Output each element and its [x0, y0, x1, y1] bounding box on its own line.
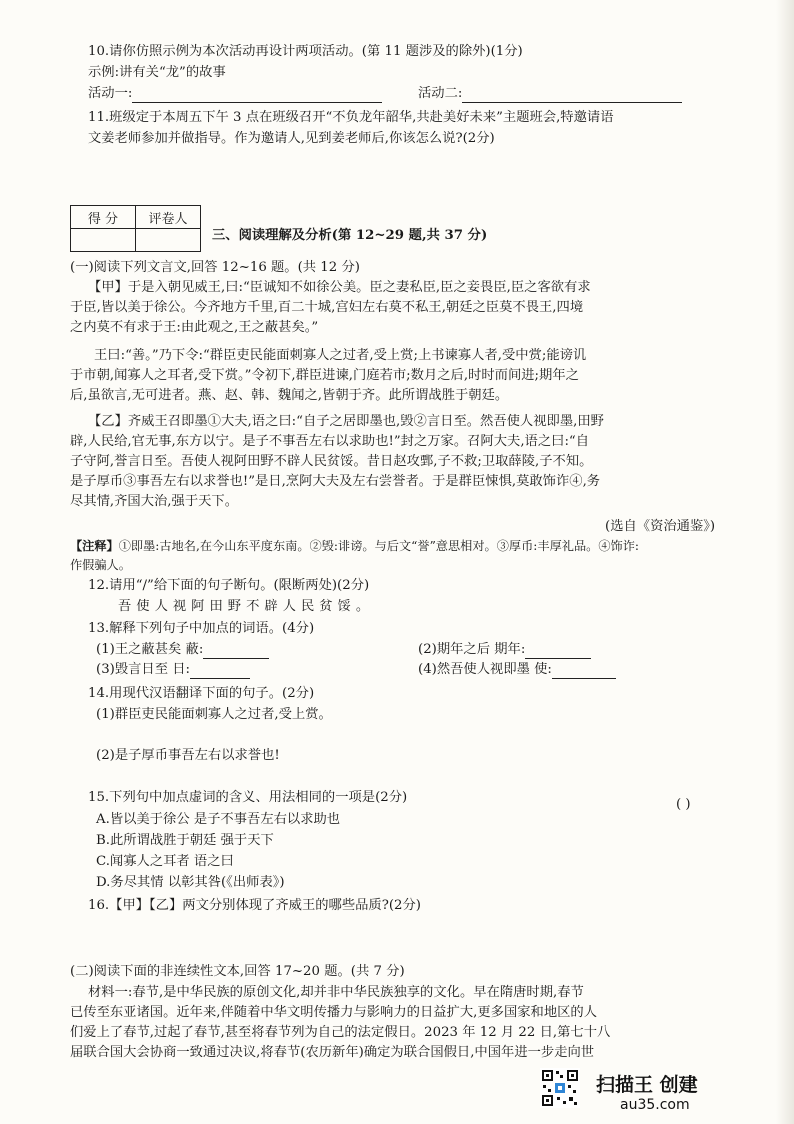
yi-line: 【乙】齐威王召即墨①大夫,语之曰:“自子之居即墨也,毁②言日至。然吾使人视即墨,田野 [88, 414, 604, 429]
q12-stem: 12.请用“/”给下面的句子断句。(限断两处)(2分) [88, 578, 370, 593]
q14-item-2: (2)是子厚币事吾左右以求誉也! [96, 748, 280, 763]
qr-code-icon [540, 1068, 580, 1108]
annotation-line-2: 作假骗人。 [70, 558, 131, 572]
jia-line: 后,虽欲言,无可进者。燕、赵、韩、魏闻之,皆朝于齐。此所谓战胜于朝廷。 [70, 388, 509, 403]
q13-blank-3[interactable] [190, 664, 250, 679]
score-cell[interactable] [71, 229, 136, 252]
q13-item-4: (4)然吾使人视即墨 使: [418, 660, 616, 679]
q15-option-c[interactable]: C.闻寡人之耳者 语之曰 [96, 854, 234, 869]
yi-line: 尽其情,齐国大治,强于天下。 [70, 494, 239, 509]
scanner-url: au35.com [620, 1097, 690, 1113]
q14-item-1: (1)群臣吏民能面刺寡人之过者,受上赏。 [96, 707, 332, 722]
q11-stem-line-1: 11.班级定于本周五下午 3 点在班级召开“不负龙年韶华,共赴美好未来”主题班会,特邀请语 [88, 110, 614, 125]
jia-line: 于臣,皆以美于徐公。今齐地方千里,百二十城,宫妇左右莫不私王,朝廷之臣莫不畏王,四境 [70, 300, 584, 315]
q13-blank-2[interactable] [525, 644, 591, 659]
activity-1-blank[interactable] [132, 88, 382, 103]
activity-2-label: 活动二: [418, 86, 463, 101]
material-line: 材料一:春节,是中华民族的原创文化,却并非中华民族独享的文化。早在隋唐时期,春节 [88, 985, 584, 1000]
q10-activity-1 [88, 84, 382, 103]
jia-line: 之内莫不有求于王:由此观之,王之蔽甚矣。” [70, 320, 319, 335]
reviewer-cell[interactable] [136, 229, 201, 252]
material-line: 们爱上了春节,过起了春节,甚至将春节列为自己的法定假日。2023 年 12 月 22 日,第七十八 [70, 1025, 611, 1040]
q13-stem: 13.解释下列句子中加点的词语。(4分) [88, 621, 315, 636]
q16-stem: 16.【甲】【乙】两文分别体现了齐威王的哪些品质?(2分) [88, 898, 421, 913]
q10-example: 示例:讲有关“龙”的故事 [88, 65, 226, 80]
score-box [70, 205, 201, 252]
reviewer-label: 评卷人 [136, 206, 201, 229]
material-line: 届联合国大会协商一致通过决议,将春节(农历新年)确定为联合国假日,中国年进一步走向世 [70, 1045, 595, 1060]
q13-item-1: (1)王之蔽甚矣 蔽: [96, 640, 269, 659]
annotation-line-1 [70, 537, 639, 556]
jia-line: 王曰:“善。”乃下令:“群臣吏民能面刺寡人之过者,受上赏;上书谏寡人者,受中赏;能谤讥 [94, 348, 587, 363]
q15-option-a[interactable]: A.皆以美于徐公 是子不事吾左右以求助也 [96, 812, 341, 827]
yi-line: 辟,人民给,官无事,东方以宁。是子不事吾左右以求助也!”封之万家。召阿大夫,语之曰:“自 [70, 434, 590, 449]
material-line: 已传至东亚诸国。近年来,伴随着中华文明传播力与影响力的日益扩大,更多国家和地区的人 [70, 1005, 598, 1020]
part-2-intro: (二)阅读下面的非连续性文本,回答 17~20 题。(共 7 分) [70, 964, 405, 979]
jia-line: 【甲】于是入朝见威王,曰:“臣诚知不如徐公美。臣之妻私臣,臣之妾畏臣,臣之客欲有求 [88, 280, 591, 295]
q15-answer-paren[interactable]: ( ) [676, 797, 691, 812]
yi-line: 子守阿,誉言日至。吾使人视阿田野不辟人民贫馁。昔日赵攻鄄,子不救;卫取薛陵,子不知。 [70, 454, 593, 469]
q11-stem-line-2: 文姜老师参加并做指导。作为邀请人,见到姜老师后,你该怎么说?(2分) [88, 131, 495, 146]
q13-item-3: (3)毁言日至 日: [96, 660, 250, 679]
activity-2-blank[interactable] [462, 88, 682, 103]
jia-line: 于市朝,闻寡人之耳者,受下赏。”令初下,群臣进谏,门庭若市;数月之后,时时而间进;期年之 [70, 368, 579, 383]
q15-option-b[interactable]: B.此所谓战胜于朝廷 强于天下 [96, 833, 274, 848]
section-3-title: 三、阅读理解及分析(第 12~29 题,共 37 分) [212, 228, 488, 243]
page-edge-shadow [776, 0, 794, 1124]
q10-activity-2 [418, 84, 682, 103]
q13-blank-1[interactable] [203, 644, 269, 659]
q10-stem: 10.请你仿照示例为本次活动再设计两项活动。(第 11 题涉及的除外)(1分) [88, 44, 523, 59]
q12-sentence: 吾使人视阿田野不辟人民贫馁。 [118, 599, 375, 614]
q15-stem: 15.下列句中加点虚词的含义、用法相同的一项是(2分) [88, 790, 408, 805]
q13-item-2: (2)期年之后 期年: [418, 640, 591, 659]
part-1-intro: (一)阅读下列文言文,回答 12~16 题。(共 12 分) [70, 260, 360, 275]
activity-1-label: 活动一: [88, 86, 133, 101]
annotation-label: 【注释】 [70, 539, 119, 553]
score-label: 得 分 [71, 206, 136, 229]
q15-option-d[interactable]: D.务尽其情 以彰其咎(《出师表》) [96, 875, 285, 890]
annotation-text: ①即墨:古地名,在今山东平度东南。②毁:诽谤。与后文“誉”意思相对。③厚币:丰厚礼品。④饰诈: [118, 539, 640, 553]
yi-line: 是子厚币③事吾左右以求誉也!”是日,烹阿大夫及左右尝誉者。于是群臣悚惧,莫敢饰诈④,务 [70, 474, 601, 489]
source-citation: (选自《资治通鉴》) [605, 519, 716, 534]
scanner-brand: 扫描王 创建 [596, 1074, 698, 1096]
q14-stem: 14.用现代汉语翻译下面的句子。(2分) [88, 686, 315, 701]
q13-blank-4[interactable] [552, 664, 616, 679]
